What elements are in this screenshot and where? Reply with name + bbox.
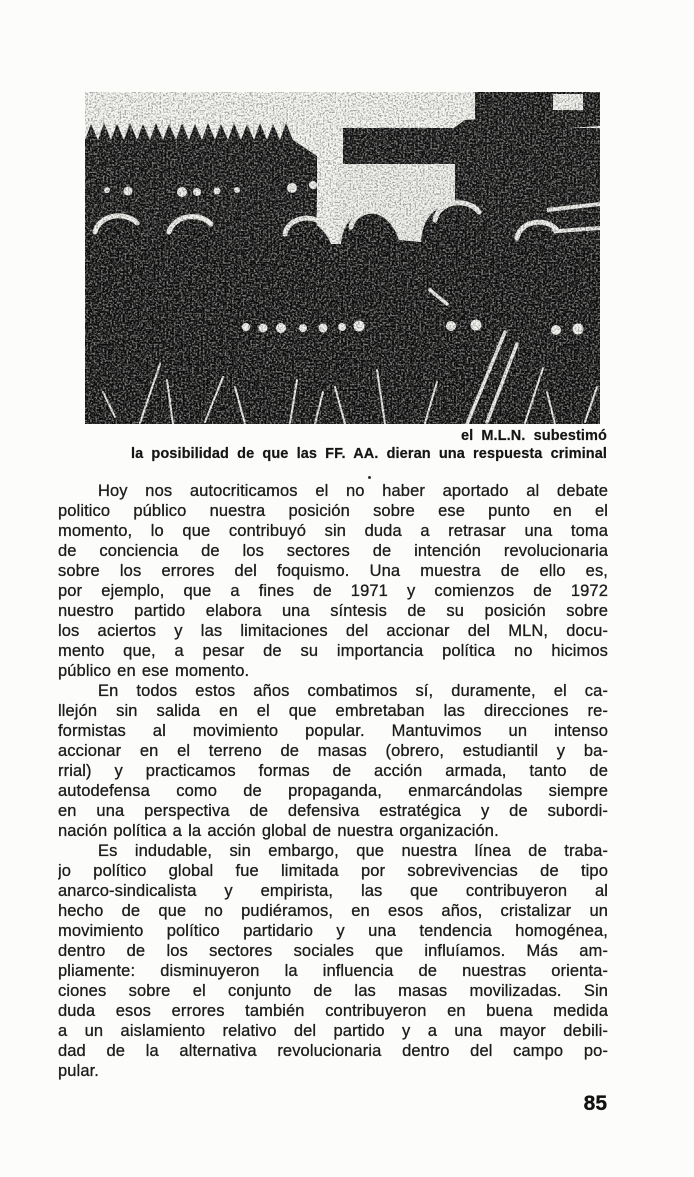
- photo-caption-line-1: el M.L.N. subestimó: [460, 428, 607, 444]
- text-line: dad de la alternativa revolucionaria dentro del campo po-: [58, 1042, 608, 1060]
- text-line: formistas al movimiento popular. Mantuvimos un intenso: [58, 722, 608, 740]
- photo-caption: [77, 427, 607, 463]
- grain-black: [85, 92, 600, 424]
- text-line: Es indudable, sin embargo, que nuestra línea de traba-: [98, 842, 608, 860]
- body-text: [58, 481, 608, 1081]
- text-line: jo político global fue limitada por sobrevivencias de tipo: [58, 862, 608, 880]
- photo-soldiers: [85, 92, 600, 424]
- text-line: duda esos errores también contribuyeron en buena medida: [58, 1002, 608, 1020]
- text-line: nación política a la acción global de nuestra organización.: [58, 822, 499, 840]
- text-line: movimiento político partidario y una tendencia homogénea,: [58, 922, 608, 940]
- text-line: dentro de los sectores sociales que influíamos. Más am-: [58, 942, 608, 960]
- text-line: hecho de que no pudiéramos, en esos años, cristalizar un: [58, 902, 608, 920]
- text-line: público en ese momento.: [58, 662, 250, 680]
- text-line: en una perspectiva de defensiva estratégica y de subordi-: [58, 802, 608, 820]
- text-line: los aciertos y las limitaciones del accionar del MLN, docu-: [58, 622, 608, 640]
- text-line: de conciencia de los sectores de intención revolucionaria: [58, 542, 608, 560]
- text-line: accionar en el terreno de masas (obrero, estudiantil y ba-: [58, 742, 608, 760]
- text-line: sobre los errores del foquismo. Una muestra de ello es,: [58, 562, 608, 580]
- photo-image: [85, 92, 600, 424]
- text-line: a un aislamiento relativo del partido y a una mayor debili-: [58, 1022, 608, 1040]
- text-line: Hoy nos autocriticamos el no haber aportado al debate: [98, 482, 608, 500]
- page-number: 85: [583, 1092, 607, 1115]
- photo-caption-line-2: la posibilidad de que las FF. AA. dieran una respuesta criminal: [130, 446, 607, 462]
- text-line: ciones sobre el conjunto de las masas movilizadas. Sin: [58, 982, 608, 1000]
- text-line: nuestro partido elabora una síntesis de su posición sobre: [58, 602, 608, 620]
- text-line: pular.: [58, 1062, 99, 1080]
- text-line: rrial) y practicamos formas de acción armada, tanto de: [58, 762, 608, 780]
- text-line: momento, lo que contribuyó sin duda a retrasar una toma: [58, 522, 608, 540]
- paragraph: [58, 841, 608, 1081]
- paragraph: [58, 481, 608, 681]
- text-line: por ejemplo, que a fines de 1971 y comienzos de 1972: [58, 582, 608, 600]
- scan-speck: [368, 476, 371, 479]
- text-line: mento que, a pesar de su importancia política no hicimos: [58, 642, 608, 660]
- text-line: llejón sin salida en el que embretaban las direcciones re-: [58, 702, 608, 720]
- text-line: anarco-sindicalista y empirista, las que contribuyeron al: [58, 882, 608, 900]
- text-line: politico público nuestra posición sobre ese punto en el: [58, 502, 608, 520]
- text-line: autodefensa como de propaganda, enmarcándolas siempre: [58, 782, 608, 800]
- paragraph: [58, 681, 608, 841]
- text-line: pliamente: disminuyeron la influencia de nuestras orienta-: [58, 962, 608, 980]
- text-line: En todos estos años combatimos sí, duramente, el ca-: [98, 682, 608, 700]
